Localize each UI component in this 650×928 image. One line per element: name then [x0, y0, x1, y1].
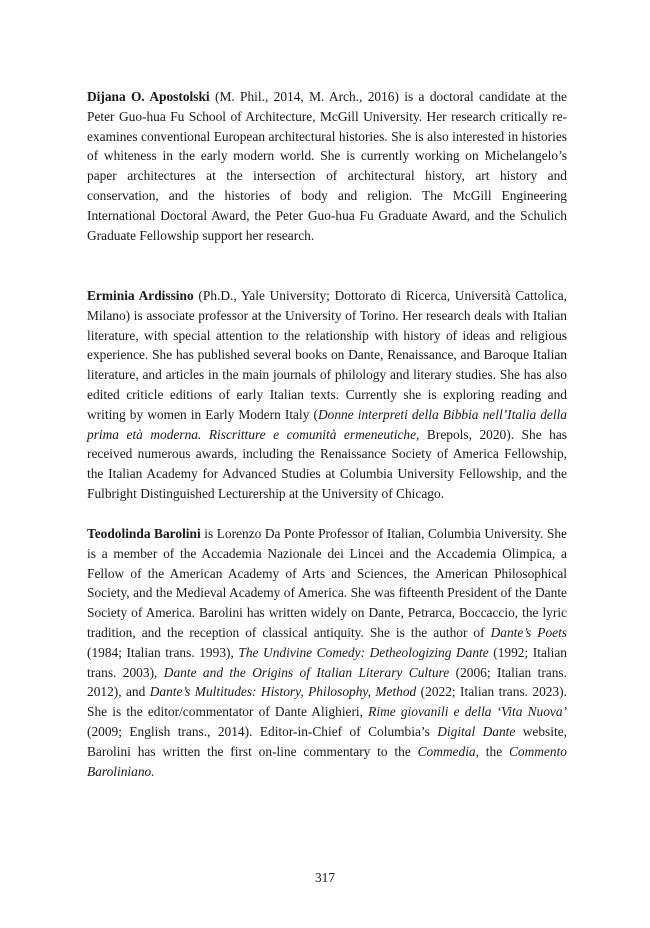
bio-text: , the — [475, 743, 509, 759]
italic-title: Commedia — [417, 743, 476, 759]
contributor-bio-apostolski — [87, 87, 567, 245]
contributor-name: Teodolinda Barolini — [87, 526, 201, 541]
bio-text: website, Barolini has written the first on-line commentary to the — [87, 723, 567, 759]
bio-text: (2009; English trans., 2014). Editor-in-Chief of Columbia’s — [87, 723, 438, 739]
bio-text: (Ph.D., Yale University; Dottorato di Ricerca, Università Cattolica, Milano) is associate professor at the University of Torino. Her research deals with Italian literature, with special attention to the relationship with history of ideas and religious experience. She has published several books on Dante, Renaissance, and Baroque Italian literature, and articles in the main journals of philology and literary studies. She has also edited criticle editions of early Italian texts. Currently she is exploring reading and writing by women in Early Modern Italy ( — [87, 288, 567, 422]
contributor-name: Erminia Ardissino — [87, 288, 194, 303]
bio-text: (2006; Italian trans. 2012), and — [87, 664, 567, 700]
italic-title: Dante and the Origins of Italian Literary Culture — [163, 664, 450, 680]
bio-text: (1992; Italian trans. 2003), — [87, 644, 567, 680]
italic-title: Dante’s Poets — [490, 624, 568, 640]
italic-title: Digital Dante — [437, 723, 516, 739]
contributor-name: Dijana O. Apostolski — [87, 89, 210, 104]
italic-title: Rime giovanili e della ‘Vita Nuova’ — [368, 704, 567, 720]
bio-text: is Lorenzo Da Ponte Professor of Italian, Columbia University. She is a member of the Accademia Nazionale dei Lincei and the Accademia Olimpica, a Fellow of the American Academy of Arts and Sciences, the American Philosophical Society, and the Medieval Academy of America. She was fifteenth President of the Dante Society of America. Barolini has written widely on Dante, Petrarca, Boccaccio, the lyric tradition, and the reception of classical antiquity. She is the author of — [87, 526, 567, 640]
contributor-bio-barolini — [87, 524, 567, 781]
italic-title: Commento Baroliniano. — [87, 743, 567, 779]
italic-title: Donne interpreti della Bibbia nell’Italia della prima età moderna. Riscritture e comunità ermeneutiche, — [87, 406, 568, 442]
contributor-bio-ardissino — [87, 286, 567, 504]
bio-text: (M. Phil., 2014, M. Arch., 2016) is a doctoral candidate at the Peter Guo-hua Fu School of Architecture, McGill University. Her research critically re-examines conventional European architectural histories. She is also interested in histories of whiteness in the early modern world. She is currently working on Michelangelo’s paper architectures at the intersection of architectural history, art history and conservation, and the histories of body and religion. The McGill Engineering International Doctoral Award, the Peter Guo-hua Fu Graduate Award, and the Schulich Graduate Fellowship support her research. — [87, 89, 567, 243]
bio-text: Brepols, 2020). She has received numerous awards, including the Renaissance Society of America Fellowship, the Italian Academy for Advanced Studies at Columbia University Fellowship, and the Fulbright Distinguished Lecturership at the University of Chicago. — [87, 426, 567, 501]
bio-text: (1984; Italian trans. 1993), — [87, 644, 239, 660]
page-number: 317 — [314, 870, 336, 885]
italic-title: The Undivine Comedy: Detheologizing Dante — [238, 644, 489, 660]
bio-text: (2022; Italian trans. 2023). She is the editor/commentator of Dante Alighieri, — [87, 684, 567, 720]
italic-title: Dante’s Multitudes: History, Philosophy, Method — [149, 684, 417, 700]
